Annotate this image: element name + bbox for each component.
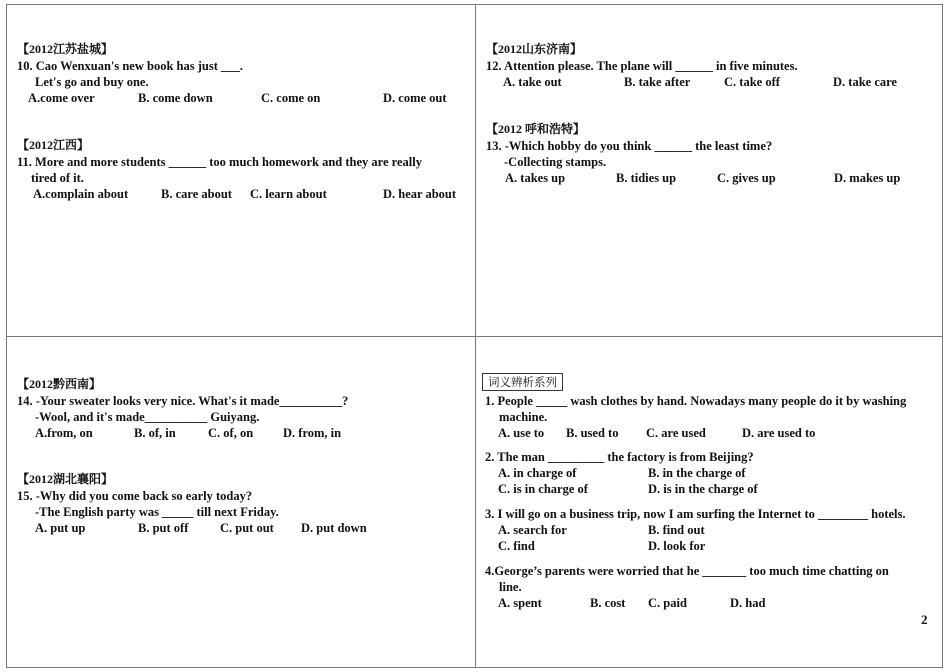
page-number: 2 [921, 612, 928, 627]
option-c: C. are used [646, 426, 706, 440]
option-c: C. find [498, 539, 535, 553]
option-a: A. use to [498, 426, 545, 440]
option-d: D. take care [833, 75, 897, 89]
option-a: A.complain about [33, 187, 129, 201]
option-c: C. gives up [717, 171, 776, 185]
options-row [485, 595, 937, 611]
option-d: D. from, in [283, 426, 342, 440]
question-stem-continued: -The English party was _____ till next Friday. [35, 505, 279, 519]
option-a: A. in charge of [498, 466, 577, 480]
options-row [485, 538, 937, 554]
option-c: C. take off [724, 75, 780, 89]
question-stem-continued: Let's go and buy one. [35, 75, 149, 89]
option-a: A. takes up [505, 171, 566, 185]
options-row [485, 465, 937, 481]
series-question-3 [485, 506, 937, 554]
options-row [17, 186, 467, 202]
option-a: A. put up [35, 521, 86, 535]
question-stem-continued: machine. [499, 410, 548, 424]
question-stem: 1. People _____ wash clothes by hand. Nowadays many people do it by washing [485, 394, 907, 408]
question-source: 【2012江苏盐城】 [17, 42, 114, 56]
option-b: B. find out [648, 523, 705, 537]
option-b: B. put off [138, 521, 189, 535]
question-stem: 4.George’s parents were worried that he _______ too much time chatting on [485, 564, 889, 578]
option-c: C. of, on [208, 426, 254, 440]
horizontal-divider [6, 336, 943, 337]
question-14 [17, 375, 467, 441]
series-question-2 [485, 449, 937, 497]
question-stem-continued: line. [499, 580, 522, 594]
option-a: A.come over [28, 91, 95, 105]
question-source: 【2012 呼和浩特】 [486, 122, 586, 136]
option-d: D. come out [383, 91, 447, 105]
question-source: 【2012黔西南】 [17, 377, 102, 391]
option-c: C. learn about [250, 187, 327, 201]
question-15 [17, 470, 467, 536]
option-d: D. are used to [742, 426, 816, 440]
question-11 [17, 136, 467, 202]
question-stem: 11. More and more students ______ too much homework and they are really [17, 155, 422, 169]
series-question-4 [485, 563, 937, 611]
question-source: 【2012湖北襄阳】 [17, 472, 114, 486]
option-b: B. care about [161, 187, 232, 201]
options-row [485, 481, 937, 497]
option-d: D. look for [648, 539, 706, 553]
option-b: B. of, in [134, 426, 176, 440]
options-row [486, 74, 936, 90]
option-c: C. come on [261, 91, 321, 105]
option-d: D. is in the charge of [648, 482, 758, 496]
option-a: A.from, on [35, 426, 93, 440]
option-a: A. search for [498, 523, 567, 537]
option-b: B. tidies up [616, 171, 677, 185]
option-b: B. come down [138, 91, 213, 105]
options-row [17, 425, 467, 441]
options-row [17, 90, 467, 106]
question-stem: 10. Cao Wenxuan's new book has just ___. [17, 59, 243, 73]
option-c: C. put out [220, 521, 274, 535]
option-b: B. used to [566, 426, 619, 440]
question-stem-continued: -Collecting stamps. [504, 155, 607, 169]
options-row [17, 520, 467, 536]
options-row [486, 170, 936, 186]
option-c: C. paid [648, 596, 687, 610]
option-d: D. hear about [383, 187, 457, 201]
options-row [485, 425, 937, 441]
question-stem: 2. The man _________ the factory is from Beijing? [485, 450, 754, 464]
question-12 [486, 40, 936, 90]
question-stem: 13. -Which hobby do you think ______ the least time? [486, 139, 773, 153]
option-b: B. take after [624, 75, 691, 89]
question-source: 【2012江西】 [17, 138, 90, 152]
question-stem: 14. -Your sweater looks very nice. What's it made__________? [17, 394, 349, 408]
option-d: D. had [730, 596, 766, 610]
series-label: 词义辨析系列 [482, 373, 563, 391]
option-a: A. spent [498, 596, 542, 610]
series-question-1 [485, 393, 937, 441]
question-stem-continued: tired of it. [31, 171, 84, 185]
option-a: A. take out [503, 75, 562, 89]
option-b: B. cost [590, 596, 626, 610]
options-row [485, 522, 937, 538]
question-stem: 15. -Why did you come back so early today? [17, 489, 253, 503]
option-d: D. makes up [834, 171, 901, 185]
question-stem: 12. Attention please. The plane will ______ in five minutes. [486, 59, 798, 73]
question-stem: 3. I will go on a business trip, now I am surfing the Internet to ________ hotels. [485, 507, 906, 521]
option-b: B. in the charge of [648, 466, 746, 480]
question-stem-continued: -Wool, and it's made__________ Guiyang. [35, 410, 260, 424]
question-10 [17, 40, 467, 106]
question-source: 【2012山东济南】 [486, 42, 583, 56]
option-c: C. is in charge of [498, 482, 588, 496]
option-d: D. put down [301, 521, 367, 535]
question-13 [486, 120, 936, 186]
